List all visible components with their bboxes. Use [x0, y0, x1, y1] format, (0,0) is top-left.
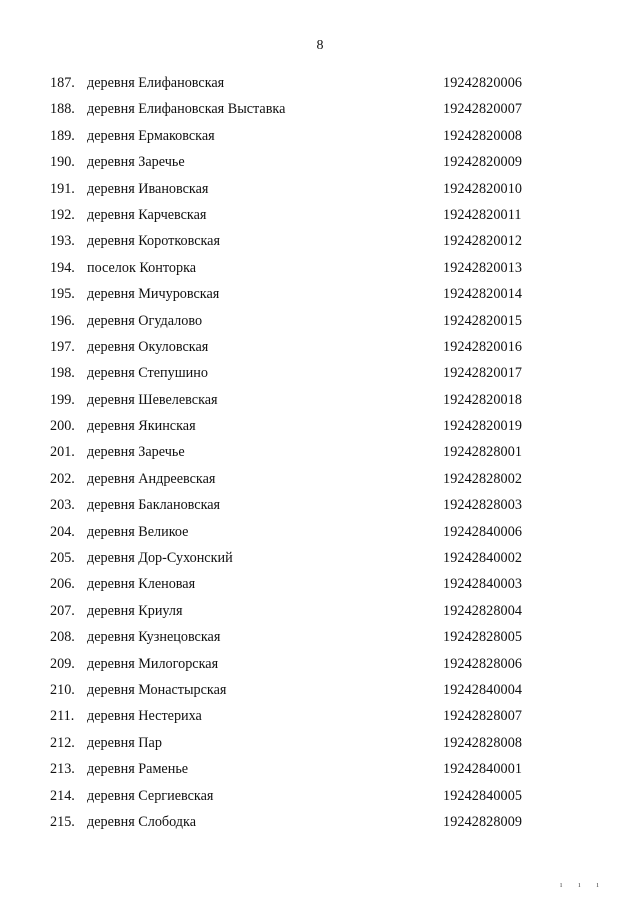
okato-code: 19242828009 [443, 813, 523, 830]
okato-code: 19242840002 [443, 550, 523, 567]
okato-code: 19242820015 [443, 312, 523, 329]
list-item [0, 308, 640, 334]
list-item [0, 255, 640, 281]
list-item [0, 598, 640, 624]
okato-code: 19242820016 [443, 338, 523, 355]
okato-code: 19242840001 [443, 761, 523, 778]
row-number: 208. [50, 629, 75, 646]
list-item [0, 756, 640, 782]
okato-code: 19242820009 [443, 154, 523, 171]
list-item [0, 228, 640, 254]
list-item [0, 281, 640, 307]
settlement-name: деревня Якинская [87, 418, 196, 435]
row-number: 198. [50, 365, 75, 382]
row-number: 207. [50, 602, 75, 619]
list-item [0, 334, 640, 360]
settlement-name: деревня Андреевская [87, 470, 216, 487]
settlement-name: деревня Заречье [87, 444, 185, 461]
okato-code: 19242828001 [443, 444, 523, 461]
list-item [0, 545, 640, 571]
row-number: 197. [50, 338, 75, 355]
settlement-name: деревня Баклановская [87, 497, 221, 514]
row-number: 195. [50, 286, 75, 303]
okato-code: 19242820013 [443, 259, 523, 276]
list-item [0, 783, 640, 809]
list-item [0, 677, 640, 703]
okato-code: 19242820014 [443, 286, 523, 303]
settlement-name: деревня Окуловская [87, 338, 209, 355]
row-number: 196. [50, 312, 75, 329]
row-number: 214. [50, 787, 75, 804]
row-number: 203. [50, 497, 75, 514]
list-item [0, 176, 640, 202]
settlement-name: деревня Великое [87, 523, 189, 540]
list-item [0, 413, 640, 439]
okato-code: 19242840005 [443, 787, 523, 804]
page-number: 8 [316, 38, 324, 53]
list-item [0, 730, 640, 756]
okato-code: 19242820006 [443, 75, 523, 91]
list-item [0, 123, 640, 149]
settlement-name: деревня Заречье [87, 154, 185, 171]
settlement-list [0, 70, 640, 835]
settlement-name: деревня Огудалово [87, 312, 203, 329]
settlement-name: деревня Шевелевская [87, 391, 218, 408]
okato-code: 19242820010 [443, 180, 523, 197]
settlement-name: деревня Нестериха [87, 708, 202, 725]
settlement-name: деревня Ермаковская [87, 127, 215, 144]
okato-code: 19242820012 [443, 233, 523, 250]
row-number: 193. [50, 233, 75, 250]
row-number: 211. [50, 708, 75, 725]
settlement-name: деревня Ивановская [87, 180, 209, 197]
row-number: 210. [50, 681, 75, 698]
okato-code: 19242820017 [443, 365, 523, 382]
okato-code: 19242828005 [443, 629, 523, 646]
settlement-name: деревня Степушино [87, 365, 208, 382]
list-item [0, 519, 640, 545]
settlement-name: деревня Кузнецовская [87, 629, 221, 646]
row-number: 192. [50, 206, 75, 223]
row-number: 204. [50, 523, 75, 540]
row-number: 199. [50, 391, 75, 408]
settlement-name: поселок Конторка [87, 259, 197, 276]
okato-code: 19242828006 [443, 655, 523, 672]
settlement-name: деревня Слободка [87, 813, 197, 830]
settlement-name: деревня Кленовая [87, 576, 196, 593]
okato-code: 19242820008 [443, 127, 523, 144]
settlement-name: деревня Елифановская Выставка [87, 101, 286, 118]
settlement-name: деревня Раменье [87, 761, 189, 778]
list-item [0, 387, 640, 413]
footer-marks: ı ı ı [560, 880, 599, 889]
settlement-name: деревня Коротковская [87, 233, 220, 250]
row-number: 194. [50, 259, 75, 276]
row-number: 189. [50, 127, 75, 144]
settlement-name: деревня Дор-Сухонский [87, 550, 233, 567]
okato-code: 19242840006 [443, 523, 523, 540]
okato-code: 19242820018 [443, 391, 523, 408]
row-number: 212. [50, 734, 75, 751]
settlement-name: деревня Сергиевская [87, 787, 214, 804]
okato-code: 19242828002 [443, 470, 523, 487]
list-item [0, 492, 640, 518]
okato-code: 19242828008 [443, 734, 523, 751]
settlement-name: деревня Пар [87, 734, 162, 751]
list-item [0, 70, 640, 96]
list-item [0, 360, 640, 386]
row-number: 202. [50, 470, 75, 487]
row-number: 191. [50, 180, 75, 197]
okato-code: 19242828004 [443, 602, 523, 619]
okato-code: 19242828003 [443, 497, 523, 514]
row-number: 200. [50, 418, 75, 435]
row-number: 188. [50, 101, 75, 118]
settlement-name: деревня Милогорская [87, 655, 219, 672]
okato-code: 19242820011 [443, 206, 522, 223]
okato-code: 19242840003 [443, 576, 523, 593]
settlement-name: деревня Мичуровская [87, 286, 220, 303]
row-number: 190. [50, 154, 75, 171]
settlement-name: деревня Елифановская [87, 75, 225, 91]
row-number: 206. [50, 576, 75, 593]
row-number: 213. [50, 761, 75, 778]
row-number: 187. [50, 75, 75, 91]
list-item [0, 466, 640, 492]
okato-code: 19242840004 [443, 681, 523, 698]
list-item [0, 571, 640, 597]
okato-code: 19242820007 [443, 101, 523, 118]
settlement-name: деревня Карчевская [87, 206, 207, 223]
list-item [0, 149, 640, 175]
row-number: 201. [50, 444, 75, 461]
list-item [0, 624, 640, 650]
settlement-name: деревня Криуля [87, 602, 183, 619]
okato-code: 19242820019 [443, 418, 523, 435]
row-number: 209. [50, 655, 75, 672]
row-number: 205. [50, 550, 75, 567]
list-item [0, 651, 640, 677]
list-item [0, 703, 640, 729]
list-item [0, 96, 640, 122]
list-item [0, 202, 640, 228]
list-item [0, 439, 640, 465]
settlement-name: деревня Монастырская [87, 681, 227, 698]
okato-code: 19242828007 [443, 708, 523, 725]
row-number: 215. [50, 813, 75, 830]
list-item [0, 809, 640, 835]
